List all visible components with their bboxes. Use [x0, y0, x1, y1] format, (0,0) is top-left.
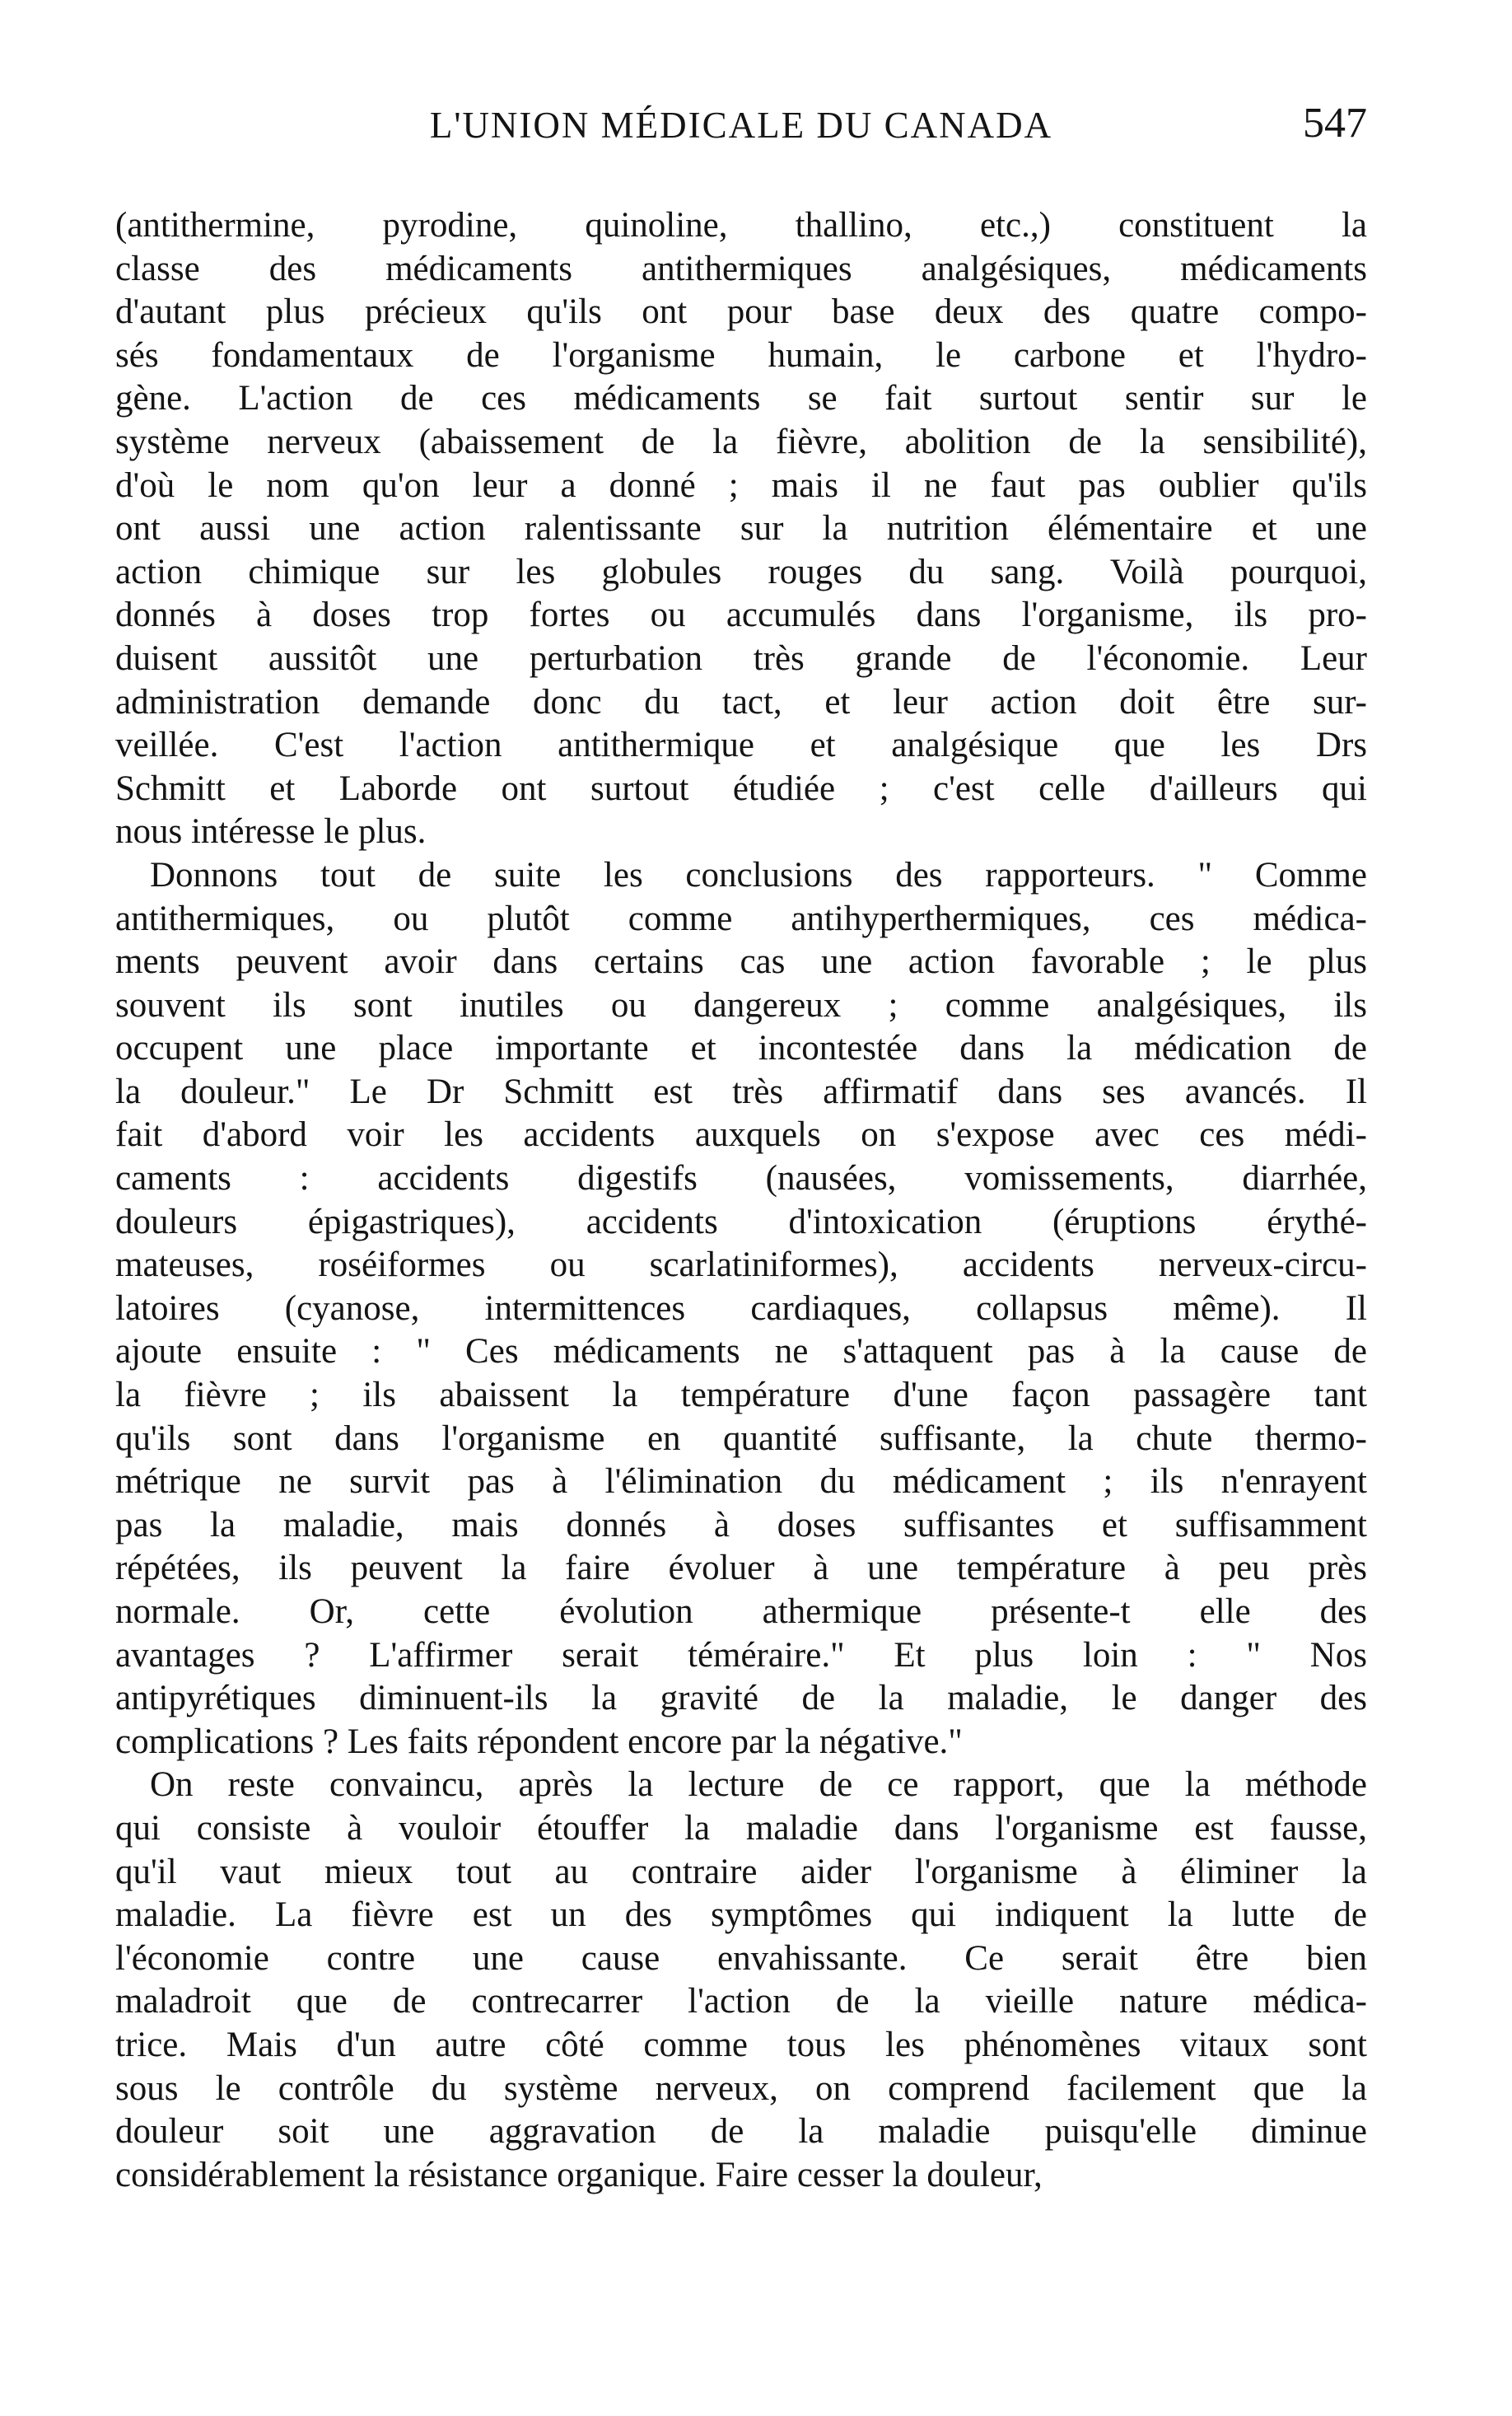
text-line: la douleur." Le Dr Schmitt est très affirmatif dans ses avancés. Il	[115, 1072, 1367, 1111]
text-line: qu'il vaut mieux tout au contraire aider l'organisme à éliminer la	[115, 1852, 1367, 1891]
text-line: douleur soit une aggravation de la maladie puisqu'elle diminue	[115, 2112, 1367, 2152]
text-line: trice. Mais d'un autre côté comme tous les phénomènes vitaux sont	[115, 2025, 1367, 2064]
paragraph	[115, 1764, 1367, 2197]
text-line: maladroit que de contrecarrer l'action de la vieille nature médica-	[115, 1982, 1367, 2021]
text-line: classe des médicaments antithermiques analgésiques, médicaments	[115, 249, 1367, 288]
text-line: ments peuvent avoir dans certains cas une action favorable ; le plus	[115, 942, 1367, 982]
text-line: On reste convaincu, après la lecture de ce rapport, que la méthode	[150, 1765, 1367, 1805]
page-number: 547	[1303, 100, 1367, 147]
text-line: caments : accidents digestifs (nausées, vomissements, diarrhée,	[115, 1159, 1367, 1199]
paragraph	[115, 204, 1367, 854]
text-line: duisent aussitôt une perturbation très grande de l'économie. Leur	[115, 638, 1367, 678]
text-line: sés fondamentaux de l'organisme humain, le carbone et l'hydro-	[115, 335, 1367, 375]
text-line: l'économie contre une cause envahissante. Ce serait être bien	[115, 1938, 1367, 1978]
paragraph	[115, 854, 1367, 1764]
text-line: d'où le nom qu'on leur a donné ; mais il ne faut pas oublier qu'ils	[115, 465, 1367, 505]
text-line: sous le contrôle du système nerveux, on comprend facilement que la	[115, 2068, 1367, 2108]
article-body	[115, 204, 1367, 2197]
text-line: mateuses, roséiformes ou scarlatiniformes), accidents nerveux-circu-	[115, 1245, 1367, 1285]
text-line: complications ? Les faits répondent encore par la négative."	[115, 1722, 963, 1761]
text-line: ont aussi une action ralentissante sur la nutrition élémentaire et une	[115, 509, 1367, 549]
text-line: normale. Or, cette évolution athermique présente-t elle des	[115, 1592, 1367, 1631]
text-line: veillée. C'est l'action antithermique et analgésique que les Drs	[115, 726, 1367, 765]
text-line: métrique ne survit pas à l'élimination du médicament ; ils n'enrayent	[115, 1462, 1367, 1502]
text-line: donnés à doses trop fortes ou accumulés dans l'organisme, ils pro-	[115, 596, 1367, 635]
text-line: nous intéresse le plus.	[115, 812, 427, 852]
text-line: maladie. La fièvre est un des symptômes qui indiquent la lutte de	[115, 1895, 1367, 1935]
text-line: la fièvre ; ils abaissent la température d'une façon passagère tant	[115, 1376, 1367, 1415]
text-line: administration demande donc du tact, et leur action doit être sur-	[115, 682, 1367, 722]
text-line: qu'ils sont dans l'organisme en quantité suffisante, la chute thermo-	[115, 1418, 1367, 1458]
text-line: action chimique sur les globules rouges du sang. Voilà pourquoi,	[115, 552, 1367, 591]
running-head	[115, 99, 1367, 165]
text-line: (antithermine, pyrodine, quinoline, thallino, etc.,) constituent la	[115, 206, 1367, 245]
text-line: antithermiques, ou plutôt comme antihyperthermiques, ces médica-	[115, 899, 1367, 938]
text-line: gène. L'action de ces médicaments se fait surtout sentir sur le	[115, 379, 1367, 418]
text-line: pas la maladie, mais donnés à doses suffisantes et suffisamment	[115, 1505, 1367, 1544]
text-line: ajoute ensuite : " Ces médicaments ne s'attaquent pas à la cause de	[115, 1332, 1367, 1372]
text-line: Schmitt et Laborde ont surtout étudiée ; c'est celle d'ailleurs qui	[115, 769, 1367, 808]
text-line: d'autant plus précieux qu'ils ont pour base deux des quatre compo-	[115, 292, 1367, 332]
text-line: occupent une place importante et incontestée dans la médication de	[115, 1029, 1367, 1068]
text-line: Donnons tout de suite les conclusions des rapporteurs. " Comme	[150, 855, 1367, 895]
text-line: qui consiste à vouloir étouffer la maladie dans l'organisme est fausse,	[115, 1808, 1367, 1848]
text-line: latoires (cyanose, intermittences cardiaques, collapsus même). Il	[115, 1288, 1367, 1328]
text-line: souvent ils sont inutiles ou dangereux ; comme analgésiques, ils	[115, 985, 1367, 1025]
text-line: avantages ? L'affirmer serait téméraire." Et plus loin : " Nos	[115, 1635, 1367, 1675]
text-line: antipyrétiques diminuent-ils la gravité de la maladie, le danger des	[115, 1679, 1367, 1718]
text-line: considérablement la résistance organique. Faire cesser la douleur,	[115, 2155, 1043, 2194]
text-line: système nerveux (abaissement de la fièvre, abolition de la sensibilité),	[115, 422, 1367, 461]
text-line: fait d'abord voir les accidents auxquels on s'expose avec ces médi-	[115, 1115, 1367, 1155]
text-line: douleurs épigastriques), accidents d'intoxication (éruptions érythé-	[115, 1202, 1367, 1241]
journal-title: L'UNION MÉDICALE DU CANADA	[429, 105, 1053, 146]
text-line: répétées, ils peuvent la faire évoluer à une température à peu près	[115, 1549, 1367, 1588]
